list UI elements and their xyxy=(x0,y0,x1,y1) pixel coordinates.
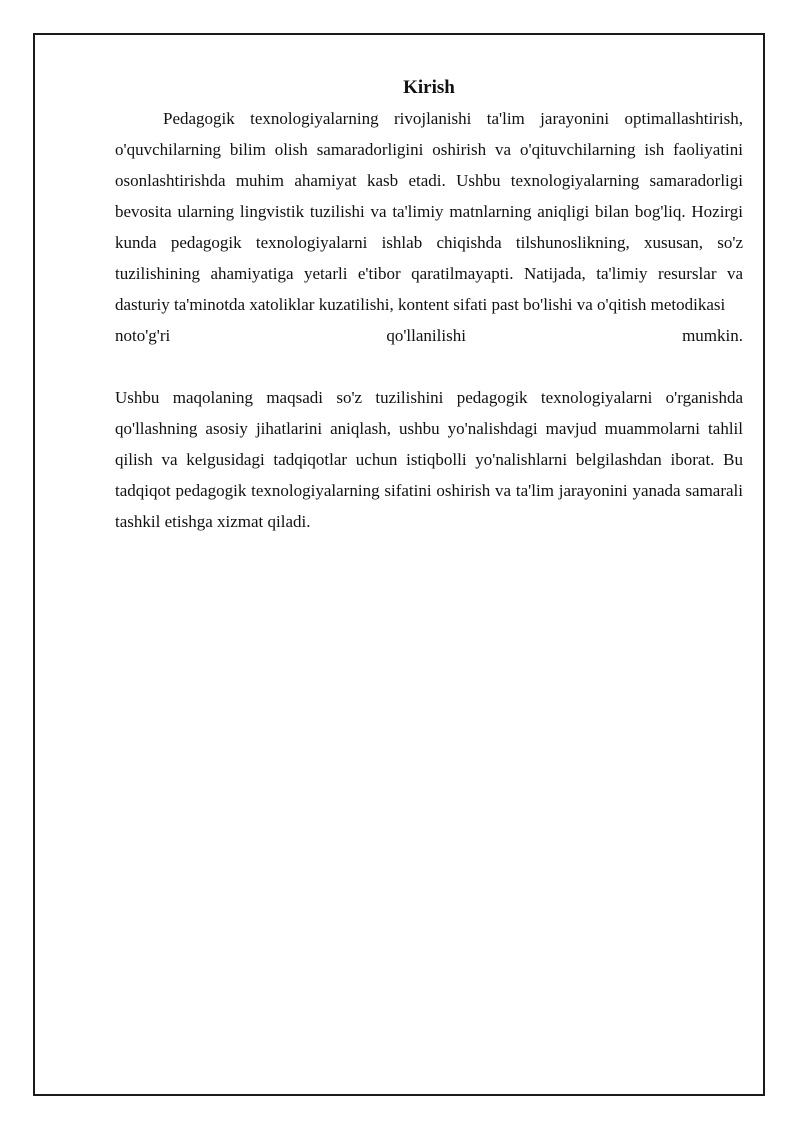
paragraph-1-last-line xyxy=(115,320,743,351)
page-title: Kirish xyxy=(403,77,455,98)
document-body xyxy=(115,75,743,537)
paragraph-2: Ushbu maqolaning maqsadi so'z tuzilishini pedagogik texnologiyalarni o'rganishda qo'llashning asosiy jihatlarini aniqlash, ushbu yo'nalishdagi mavjud muammolarni tahlil qilish va kelgusidagi tadqiqotlar uchun istiqbolli yo'nalishlarni belgilashdan iborat. Bu tadqiqot pedagogik texnologiyalarning sifatini oshirish va ta'lim jarayonini yanada samarali tashkil etishga xizmat qiladi. xyxy=(115,388,743,531)
last-line-word-3: mumkin. xyxy=(682,326,743,345)
last-line-word-1: noto'g'ri xyxy=(115,326,171,345)
last-line-word-2: qo'llanilishi xyxy=(386,326,466,345)
paragraph-spacer xyxy=(115,351,743,382)
paragraph-1: Pedagogik texnologiyalarning rivojlanishi ta'lim jarayonini optimallashtirish, o'quvchilarning bilim olish samaradorligini oshirish va o'qituvchilarning ish faoliyatini osonlashtirishda muhim ahamiyat kasb etadi. Ushbu texnologiyalarning samaradorligi bevosita ularning lingvistik tuzilishi va ta'limiy matnlarning aniqligi bilan bog'liq. Hozirgi kunda pedagogik texnologiyalarni ishlab chiqishda tilshunoslikning, xususan, so'z tuzilishining ahamiyatiga yetarli e'tibor qaratilmayapti. Natijada, ta'limiy resurslar va dasturiy ta'minotda xatoliklar kuzatilishi, kontent sifati past bo'lishi va o'qitish metodikasi xyxy=(115,109,743,314)
